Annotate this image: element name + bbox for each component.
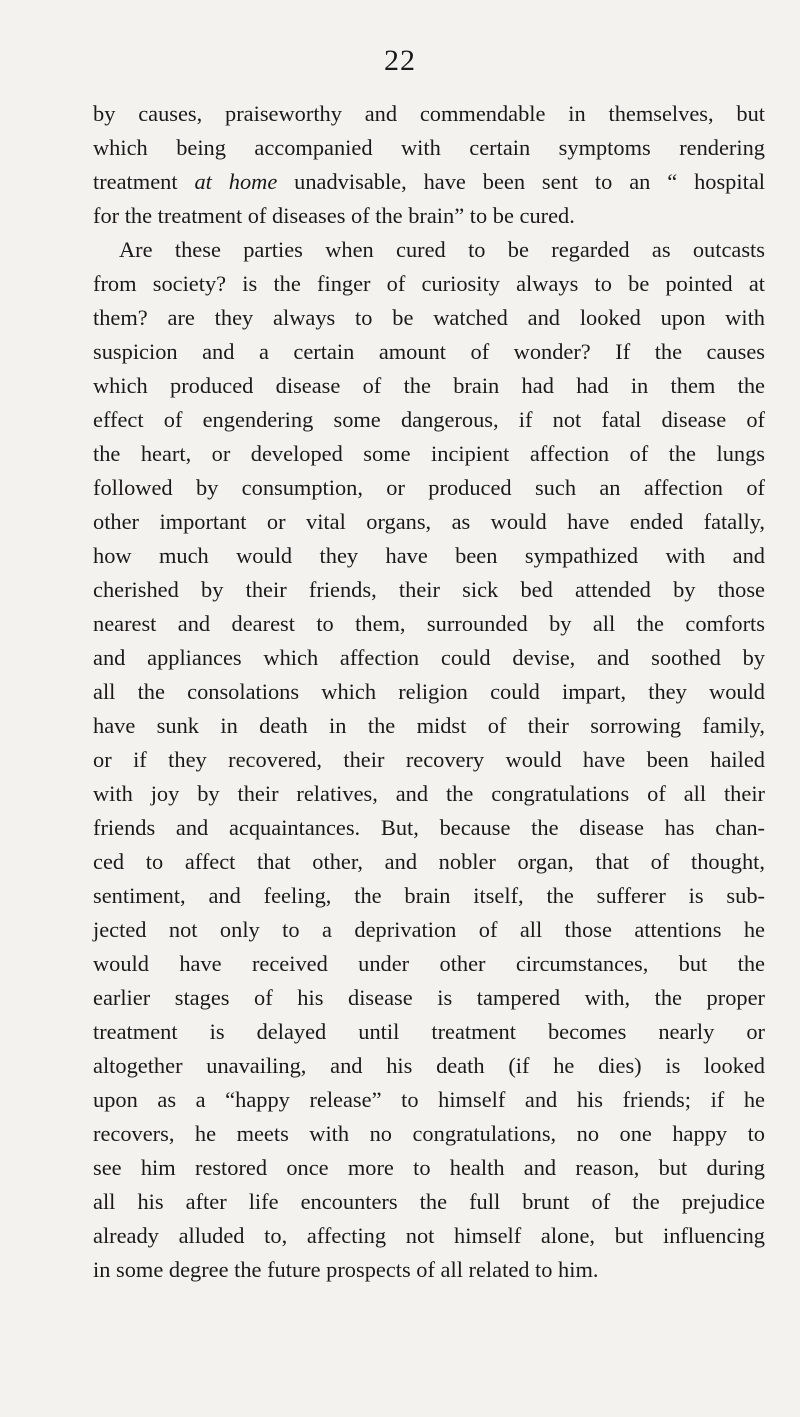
text-line: the heart, or developed some incipient affection of the lungs (93, 441, 765, 466)
text-line: all the consolations which religion could impart, they would (93, 679, 765, 704)
text-line: other important or vital organs, as would have ended fatally, (93, 509, 765, 534)
text-line: effect of engendering some dangerous, if not fatal disease of (93, 407, 765, 432)
text-line: would have received under other circumstances, but the (93, 951, 765, 976)
text-line: for the treatment of diseases of the brain” to be cured. (93, 203, 575, 228)
text-line: treatment at home unadvisable, have been sent to an “ hospital (93, 169, 765, 194)
text-line: friends and acquaintances. But, because the disease has chan- (93, 815, 765, 840)
text-line: treatment is delayed until treatment becomes nearly or (93, 1019, 765, 1044)
text-line: which produced disease of the brain had had in them the (93, 373, 765, 398)
text-line: nearest and dearest to them, surrounded by all the comforts (93, 611, 765, 636)
text-line: or if they recovered, their recovery would have been hailed (93, 747, 765, 772)
text-line: Are these parties when cured to be regarded as outcasts (119, 237, 765, 262)
text-line: have sunk in death in the midst of their sorrowing family, (93, 713, 765, 738)
text-line: how much would they have been sympathized with and (93, 543, 765, 568)
text-line: suspicion and a certain amount of wonder? If the causes (93, 339, 765, 364)
text-line: see him restored once more to health and reason, but during (93, 1155, 765, 1180)
text-line: jected not only to a deprivation of all those attentions he (93, 917, 765, 942)
italic-phrase: at home (194, 169, 278, 194)
text-line: from society? is the finger of curiosity always to be pointed at (93, 271, 765, 296)
text-line: already alluded to, affecting not himself alone, but influencing (93, 1223, 765, 1248)
text-line: cherished by their friends, their sick bed attended by those (93, 577, 765, 602)
text-line: altogether unavailing, and his death (if he dies) is looked (93, 1053, 765, 1078)
text-line: recovers, he meets with no congratulations, no one happy to (93, 1121, 765, 1146)
page-number: 22 (384, 44, 416, 77)
text-line: upon as a “happy release” to himself and his friends; if he (93, 1087, 765, 1112)
text-line: by causes, praiseworthy and commendable in themselves, but (93, 101, 765, 126)
text-line: them? are they always to be watched and looked upon with (93, 305, 765, 330)
text-line: all his after life encounters the full brunt of the prejudice (93, 1189, 765, 1214)
text-line: with joy by their relatives, and the congratulations of all their (93, 781, 765, 806)
text-line: earlier stages of his disease is tampered with, the proper (93, 985, 765, 1010)
text-line: followed by consumption, or produced such an affection of (93, 475, 765, 500)
text-line: which being accompanied with certain symptoms rendering (93, 135, 765, 160)
text-line: and appliances which affection could devise, and soothed by (93, 645, 765, 670)
text-line: sentiment, and feeling, the brain itself, the sufferer is sub- (93, 883, 765, 908)
body-text (93, 97, 765, 1287)
text-line: in some degree the future prospects of all related to him. (93, 1257, 599, 1282)
text-line: ced to affect that other, and nobler organ, that of thought, (93, 849, 765, 874)
